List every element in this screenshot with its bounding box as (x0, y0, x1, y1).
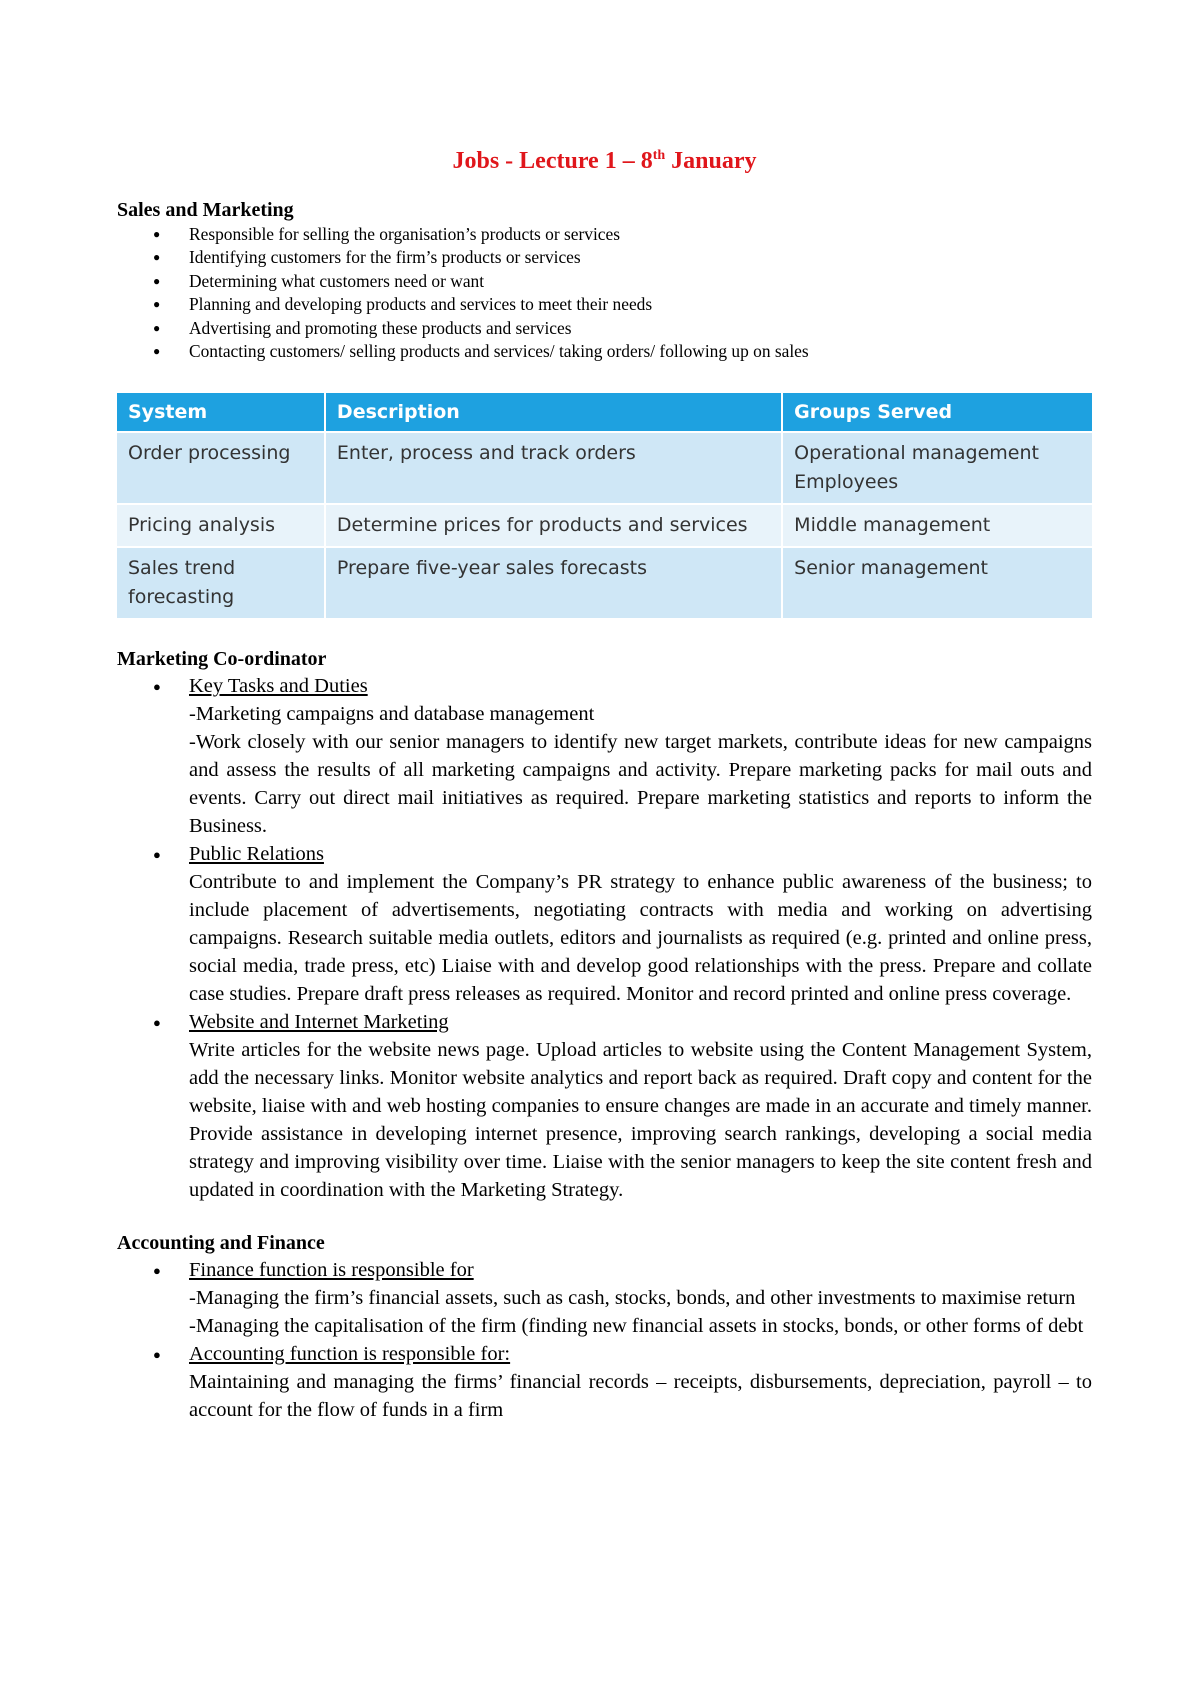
item-title: ● Key Tasks and Duties (189, 675, 368, 698)
cell-system: Sales trend forecasting (117, 548, 324, 618)
cell-description: Determine prices for products and services (326, 505, 781, 546)
item-body: Contribute to and implement the Company’s PR strategy to enhance public awareness of the business; to include placement of advertisements, negotiating contracts with media and working on advertising campaigns. Research suitable media outlets, editors and journalists as required (e.g. printed and online press, social media, trade press, etc) Liaise with and develop good relationships with the press. Prepare and collate case studies. Prepare draft press releases as required. Monitor and record printed and online press coverage. (189, 871, 1092, 1006)
page-title: Jobs - Lecture 1 – 8th January (452, 148, 757, 174)
table-row (117, 505, 1092, 546)
coordinator-list (117, 672, 1092, 1204)
document-content (117, 140, 1092, 1424)
cell-groups: Operational management Employees (783, 433, 1092, 503)
list-item (117, 1340, 1092, 1424)
list-item: ● Identifying customers for the firm’s products or services (117, 246, 1092, 269)
list-item: ● Responsible for selling the organisation’s products or services (117, 223, 1092, 246)
item-title: ● Finance function is responsible for (189, 1259, 474, 1282)
cell-description: Enter, process and track orders (326, 433, 781, 503)
item-title: ● Public Relations (189, 843, 324, 866)
sales-heading: Sales and Marketing (117, 199, 294, 221)
coordinator-section (117, 646, 1092, 1204)
item-title: ● Website and Internet Marketing (189, 1011, 449, 1034)
item-line: -Marketing campaigns and database management (189, 703, 595, 726)
table-header-row (117, 393, 1092, 431)
list-item: ● Advertising and promoting these products and services (117, 317, 1092, 340)
list-item (117, 840, 1092, 1008)
accounting-section (117, 1230, 1092, 1424)
cell-system: Order processing (117, 433, 324, 503)
item-body: -Work closely with our senior managers to identify new target markets, contribute ideas for new campaigns and assess the results of all marketing campaigns and activity. Prepare marketing packs for mail outs and events. Carry out direct mail initiatives as required. Prepare marketing statistics and reports to inform the Business. (189, 731, 1092, 838)
list-item (117, 1008, 1092, 1204)
systems-table (115, 391, 1094, 620)
item-body: Maintaining and managing the firms’ financial records – receipts, disbursements, depreciation, payroll – to account for the flow of funds in a firm (189, 1371, 1092, 1422)
cell-system: Pricing analysis (117, 505, 324, 546)
list-item (117, 672, 1092, 840)
cell-description: Prepare five-year sales forecasts (326, 548, 781, 618)
column-header-system: System (117, 393, 324, 431)
table-row (117, 433, 1092, 503)
item-title: ● Accounting function is responsible for: (189, 1343, 511, 1366)
item-body: -Managing the capitalisation of the firm (finding new financial assets in stocks, bonds, or other forms of debt (189, 1315, 1084, 1338)
sales-bullet-list (117, 223, 1092, 363)
coordinator-heading: Marketing Co-ordinator (117, 648, 327, 671)
table-row (117, 548, 1092, 618)
accounting-heading: Accounting and Finance (117, 1232, 325, 1255)
cell-groups: Senior management (783, 548, 1092, 618)
accounting-list (117, 1256, 1092, 1424)
list-item (117, 1256, 1092, 1340)
column-header-description: Description (326, 393, 781, 431)
item-body: -Managing the firm’s financial assets, such as cash, stocks, bonds, and other investments to maximise return (189, 1287, 1076, 1310)
list-item: ● Planning and developing products and services to meet their needs (117, 293, 1092, 316)
list-item: ● Determining what customers need or want (117, 270, 1092, 293)
cell-groups: Middle management (783, 505, 1092, 546)
column-header-groups: Groups Served (783, 393, 1092, 431)
item-body: Write articles for the website news page. Upload articles to website using the Content Management System, add the necessary links. Monitor website analytics and report back as required. Draft copy and content for the website, liaise with and web hosting companies to ensure changes are made in an accurate and timely manner. Provide assistance in developing internet presence, improving search rankings, developing a social media strategy and improving visibility over time. Liaise with the senior managers to keep the site content fresh and updated in coordination with the Marketing Strategy. (189, 1039, 1092, 1202)
list-item: ● Contacting customers/ selling products and services/ taking orders/ following up on sales (117, 340, 1092, 363)
